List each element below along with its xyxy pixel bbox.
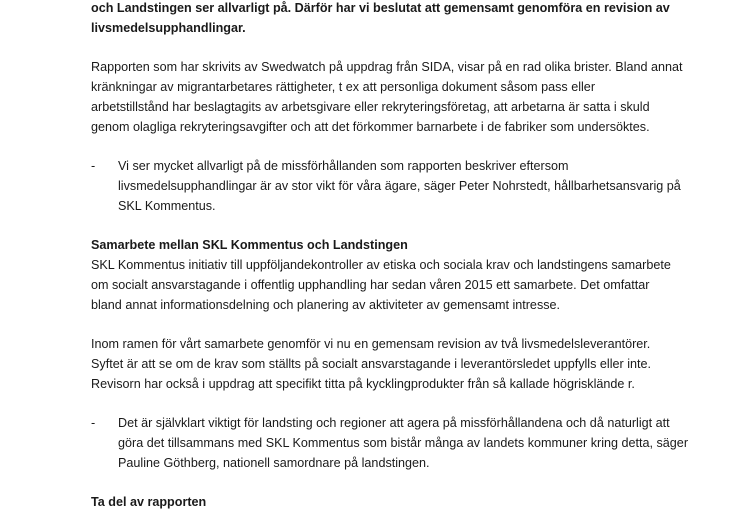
paragraph-gap: [91, 394, 691, 413]
text-line: Inom ramen för vårt samarbete genomför vi nu en gemensam revision av två livsmedelsleverantörer.: [91, 337, 651, 351]
paragraph-gap: [91, 137, 691, 156]
text-line: Rapporten som har skrivits av Swedwatch på uppdrag från SIDA, visar på en rad olika brister. Bland annat: [91, 60, 683, 74]
text-line: och Landstingen ser allvarligt på. Därför har vi beslutat att gemensamt genomföra en revision av: [91, 1, 670, 15]
document-page: [91, 0, 691, 512]
text-line: om socialt ansvarstagande i offentlig upphandling har sedan våren 2015 ett samarbete. Det omfattar: [91, 278, 650, 292]
bullet-dash: -: [91, 159, 96, 173]
text-line: SKL Kommentus.: [118, 199, 216, 213]
text-line: bland annat informationsdelning och planering av aktiviteter av gemensamt intresse.: [91, 298, 561, 312]
text-line: Vi ser mycket allvarligt på de missförhållanden som rapporten beskriver eftersom: [118, 159, 569, 173]
paragraph-gap: [91, 315, 691, 334]
cut-off-heading: [91, 492, 691, 512]
section-collaboration: [91, 235, 691, 315]
bullet-dash: -: [91, 416, 96, 430]
text-line: livsmedelsupphandlingar är av stor vikt för våra ägare, säger Peter Nohrstedt, hållbarhetsansvarig på: [118, 179, 681, 193]
paragraph-report-findings: [91, 57, 691, 137]
text-line: livsmedelsupphandlingar.: [91, 21, 246, 35]
text-line: Syftet är att se om de krav som ställts på socialt ansvarstagande i leverantörsledet uppfylls eller inte.: [91, 357, 651, 371]
paragraph-gap: [91, 38, 691, 57]
text-line: Det är självklart viktigt för landsting och regioner att agera på missförhållandena och då naturligt att: [118, 416, 670, 430]
quote-bullet-gothberg: [91, 413, 691, 473]
quote-bullet-nohrstedt: [91, 156, 691, 216]
text-line: Pauline Göthberg, nationell samordnare på landstingen.: [118, 456, 430, 470]
text-line: genom olagliga rekryteringsavgifter och att det förkommer barnarbete i de fabriker som undersöktes.: [91, 120, 650, 134]
paragraph-joint-audit: [91, 334, 691, 394]
section-heading: Ta del av rapporten: [91, 495, 207, 509]
text-line: göra det tillsammans med SKL Kommentus som bistår många av landets kommuner kring detta, säger: [118, 436, 689, 450]
paragraph-gap: [91, 216, 691, 235]
text-line: SKL Kommentus initiativ till uppföljandekontroller av etiska och sociala krav och landstingens samarbete: [91, 258, 671, 272]
intro-bold-paragraph: [91, 0, 691, 38]
section-heading: Samarbete mellan SKL Kommentus och Landstingen: [91, 238, 408, 252]
text-line: Revisorn har också i uppdrag att specifikt titta på kycklingprodukter från så kallade högrisklände r.: [91, 377, 635, 391]
text-line: arbetstillstånd har beslagtagits av arbetsgivare eller rekryteringsföretag, att arbetarna är satta i skuld: [91, 100, 650, 114]
text-line: kränkningar av migrantarbetares rättigheter, t ex att personliga dokument såsom pass eller: [91, 80, 596, 94]
paragraph-gap: [91, 473, 691, 492]
